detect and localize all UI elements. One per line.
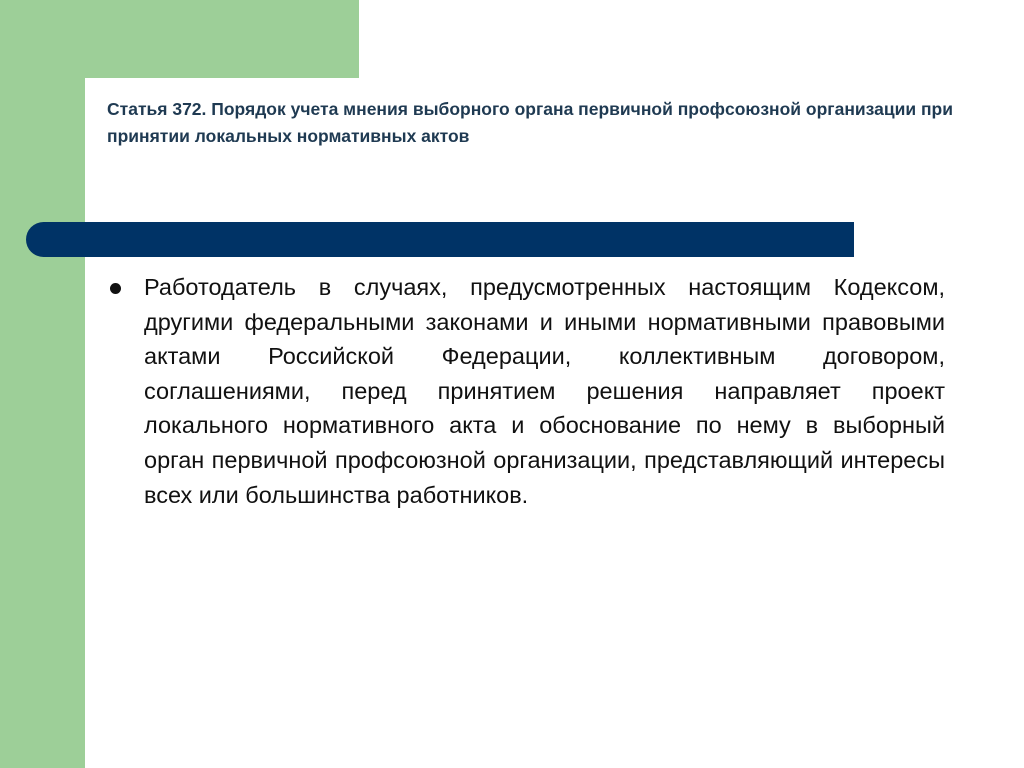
bullet-text: Работодатель в случаях, предусмотренных настоящим Кодексом, другими федеральными законами и иными нормативными правовыми актами Российской Федерации, коллективным договором, соглашениями, перед принятием решения направляет проект локального нормативного акта и обоснование по нему в выборный орган первичной профсоюзной организации, представляющий интересы всех или большинства работников. — [144, 274, 945, 508]
green-side-panel — [0, 0, 85, 768]
bullet-dot-icon — [110, 283, 121, 294]
title-divider-bar — [26, 222, 854, 257]
green-top-block — [85, 0, 359, 78]
slide-title: Статья 372. Порядок учета мнения выборного органа первичной профсоюзной организации при принятии локальных нормативных актов — [107, 99, 953, 146]
bullet-list — [105, 270, 945, 512]
bullet-item — [105, 270, 945, 512]
